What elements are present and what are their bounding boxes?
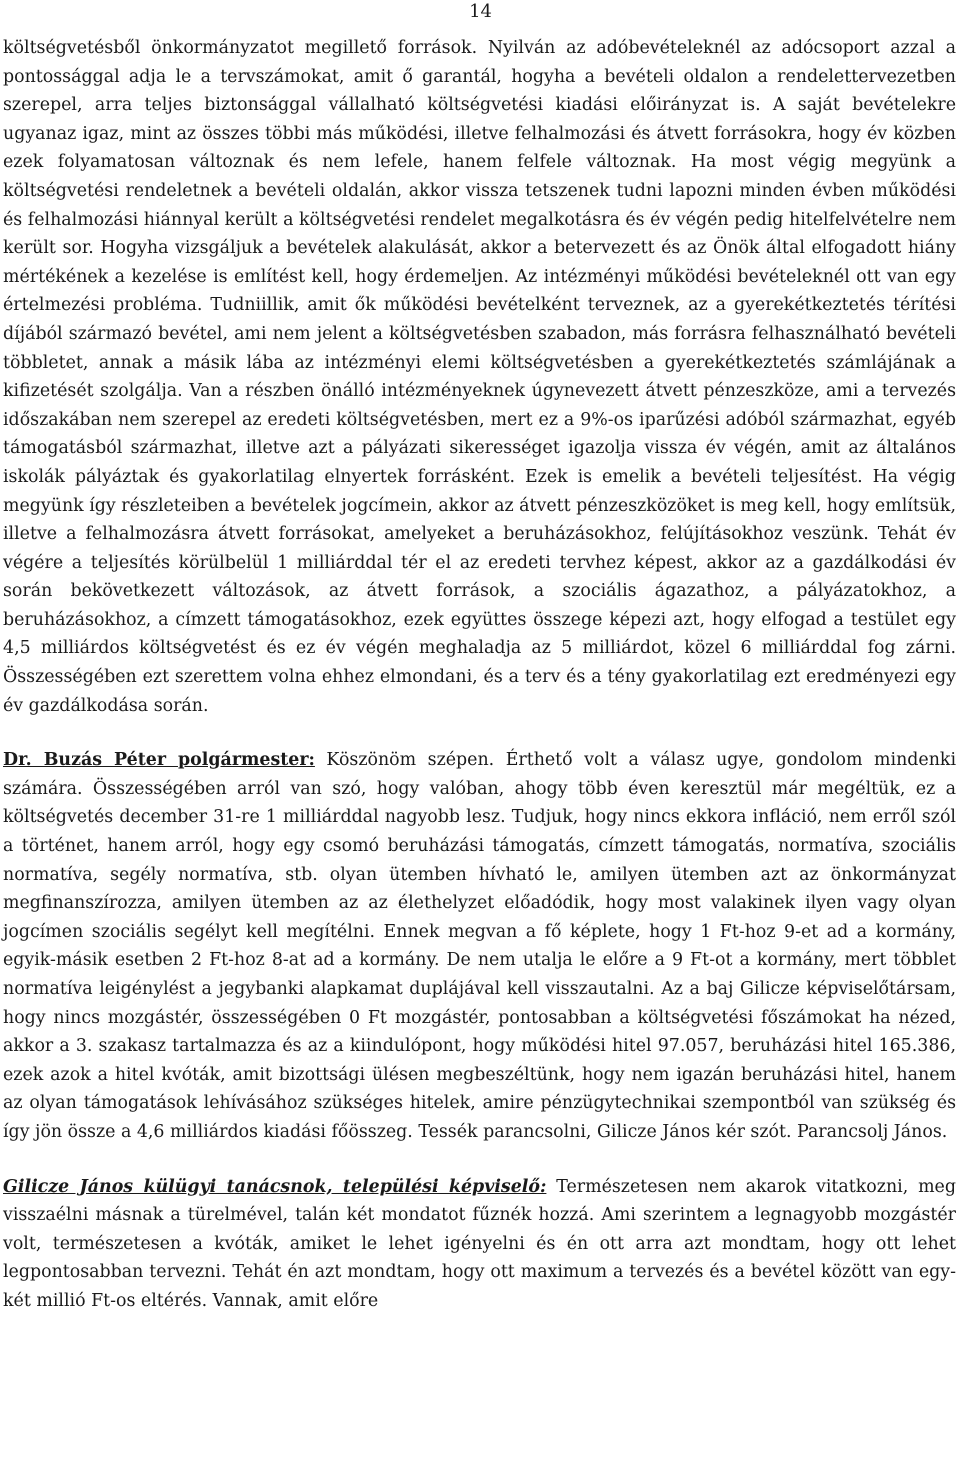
speaker-name-gilicze: Gilicze János külügyi tanácsnok, települési képviselő: xyxy=(3,1176,547,1197)
paragraph-mayor-remarks xyxy=(3,746,956,1146)
speech-text-gilicze: Természetesen nem akarok vitatkozni, meg visszaélni másnak a türelmével, talán két mondatot fűznék hozzá. Ami szerintem a legnagyobb mozgástér volt, természetesen a kvóták, amiket le lehet igényelni és én ott arra azt mondtam, hogy ott lehet legpontosabban tervezni. Tehát én azt mondtam, hogy ott maximum a tervezés és a bevétel között van egy-két millió Ft-os eltérés. Vannak, amit előre xyxy=(3,1176,956,1311)
page-number: 14 xyxy=(469,1,492,22)
document-body xyxy=(3,34,956,1316)
speaker-name-mayor: Dr. Buzás Péter polgármester: xyxy=(3,750,315,771)
paragraph-gilicze-remarks xyxy=(3,1173,956,1316)
speech-text-mayor: Köszönöm szépen. Érthető volt a válasz ugye, gondolom mindenki számára. Összességében arról van szó, hogy valóban, ahogy több éven keresztül már megéltük, ez a költségvetés december 31-re 1 milliárddal nagyobb lesz. Tudjuk, hogy nincs ekkora infláció, nem erről szól a történet, hanem arról, hogy egy csomó beruházási támogatás, címzett támogatás, normatíva, szociális normatíva, segély normatíva, stb. olyan ütemben hívható le, amilyen ütemben azt az önkormányzat megfinanszírozza, amilyen ütemben az az élethelyzet előadódik, hogy most valakinek ilyen vagy olyan jogcímen szociális segélyt kell megítélni. Ennek megvan a fő képlete, hogy 1 Ft-hoz 9-et ad a kormány, egyik-másik esetben 2 Ft-hoz 8-at ad a kormány. De nem utalja le előre a 9 Ft-ot a kormány, mert többlet normatíva leigénylést a jegybanki alapkamat duplájával kell visszautalni. Az a baj Gilicze képviselőtársam, hogy nincs mozgástér, összességében 0 Ft mozgástér, pontosabban a költségvetési főszámokat ha nézed, akkor a 3. szakasz tartalmazza és az a kiindulópont, hogy működési hitel 97.057, beruházási hitel 165.386, ezek azok a hitel kvóták, amit bizottsági ülésen megbeszéltünk, hogy nem igazán beruházási hitel, hanem az olyan támogatások lehívásához szükséges hitelek, amire pénzügytechnikai szempontból van szükség és így jön össze a 4,6 milliárdos kiadási főösszeg. Tessék parancsolni, Gilicze János kér szót. Parancsolj János. xyxy=(3,750,957,1142)
paragraph-report-continuation: költségvetésből önkormányzatot megillető források. Nyilván az adóbevételeknél az adócsoport azzal a pontossággal adja le a tervszámokat, amit ő garantál, hogyha a bevételi oldalon a rendelettervezetben szerepel, arra teljes biztonsággal vállalható költségvetési kiadási előirányzat is. A saját bevételekre ugyanaz igaz, mint az összes többi más működési, illetve felhalmozási és átvett forrásokra, hogy év közben ezek folyamatosan változnak és nem lefele, hanem felfele változnak. Ha most végig megyünk a költségvetési rendeletnek a bevételi oldalán, akkor vissza tetszenek tudni lapozni minden évben működési és felhalmozási hiánnyal került a költségvetési rendelet megalkotásra és év végén pedig hitelfelvételre nem került sor. Hogyha vizsgáljuk a bevételek alakulását, akkor a betervezett és az Önök által elfogadott hiány mértékének a kezelése is említést kell, hogy érdemeljen. Az intézményi működési bevételeknél ott van egy értelmezési probléma. Tudniillik, amit ők működési bevételként terveznek, az a gyerekétkeztetés térítési díjából származó bevétel, ami nem jelent a költségvetésben szabadon, más forrásra felhasználható bevételi többletet, annak a másik lába az intézményi elemi költségvetésben a gyerekétkeztetés számlájának a kifizetését szolgálja. Van a részben önálló intézményeknek úgynevezett átvett pénzeszköze, ami a tervezés időszakában nem szerepel az eredeti költségvetésben, mert ez a 9%-os iparűzési adóból származhat, egyéb támogatásból származhat, illetve azt a pályázati sikerességet igazolja vissza év végén, amit az általános iskolák pályáztak és gyakorlatilag elnyertek forrásként. Ezek is emelik a bevételi teljesítést. Ha végig megyünk így részleteiben a bevételek jogcímein, akkor az átvett pénzeszközöket is meg kell, hogy említsük, illetve a felhalmozásra átvett forrásokat, amelyeket a beruházásokhoz, felújításokhoz veszünk. Tehát év végére a teljesítés körülbelül 1 milliárddal tér el az eredeti tervhez képest, akkor az a gazdálkodási év során bekövetkezett változások, az átvett források, a szociális ágazathoz, a pályázatokhoz, a beruházásokhoz, a címzett támogatásokhoz, ezek együttes összege képezi azt, hogy elfogad a testület egy 4,5 milliárdos költségvetést és ez év végén meghaladja az 5 milliárdot, közel 6 milliárddal fog zárni. Összességében ezt szerettem volna ehhez elmondani, és a terv és a tény gyakorlatilag ezt eredményezi egy év gazdálkodása során. xyxy=(3,38,956,716)
